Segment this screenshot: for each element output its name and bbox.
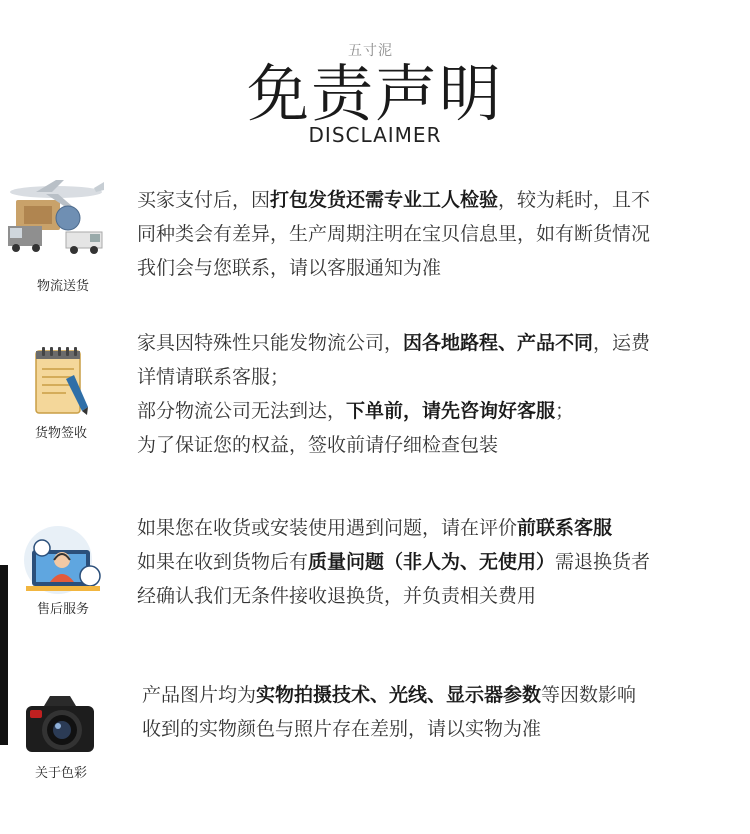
body-text: 同种类会有差异，生产周期注明在宝贝信息里，如有断货情况: [137, 223, 651, 245]
text-line: [137, 217, 650, 251]
page-title: 免责声明: [246, 57, 503, 130]
emphasis-text: 实物拍摄技术、光线、显示器参数: [256, 684, 542, 706]
text-line: [142, 712, 636, 746]
text-line: [137, 545, 650, 579]
text-line: [137, 511, 650, 545]
emphasis-text: 因各地路程、产品不同: [403, 332, 594, 354]
emphasis-text: 前联系客服: [517, 517, 613, 539]
shipping-label: 物流送货: [36, 279, 89, 294]
receiving-label: 货物签收: [34, 426, 87, 441]
body-text: 等因数影响: [541, 684, 637, 706]
text-line: [137, 251, 650, 285]
body-text: 需退换货者: [555, 551, 651, 573]
watermark-text: 五寸泥: [348, 43, 393, 59]
aftersales-text: [137, 511, 650, 613]
text-line: [137, 428, 650, 462]
aftersales-label: 售后服务: [36, 602, 89, 617]
emphasis-text: 质量问题（非人为、无使用）: [308, 551, 556, 573]
customer-service-icon: [18, 520, 104, 596]
text-line: [137, 360, 650, 394]
body-text: 详情请联系客服；: [137, 366, 290, 388]
text-line: [137, 326, 650, 360]
body-text: ，较为耗时，且不: [498, 189, 651, 211]
body-text: 买家支付后，因: [137, 189, 271, 211]
body-text: 经确认我们无条件接收退换货，并负责相关费用: [137, 585, 537, 607]
receiving-text: [137, 326, 650, 462]
body-text: 我们会与您联系，请以客服通知为准: [137, 257, 442, 279]
emphasis-text: 下单前，请先咨询好客服: [346, 400, 556, 422]
color-text: [142, 678, 636, 746]
body-text: 产品图片均为: [142, 684, 257, 706]
body-text: ，运费: [593, 332, 651, 354]
color-label: 关于色彩: [34, 766, 87, 781]
text-line: [137, 394, 650, 428]
body-text: 如果您在收货或安装使用遇到问题，请在评价: [137, 517, 518, 539]
airplane-truck-icon: [6, 180, 106, 258]
text-line: [142, 678, 636, 712]
camera-icon: [24, 692, 96, 756]
body-text: ；: [555, 400, 575, 422]
text-line: [137, 183, 650, 217]
notepad-pen-icon: [30, 345, 90, 417]
body-text: 收到的实物颜色与照片存在差别，请以实物为准: [142, 718, 542, 740]
page-subtitle: DISCLAIMER: [308, 123, 442, 147]
body-text: 家具因特殊性只能发物流公司，: [137, 332, 404, 354]
body-text: 部分物流公司无法到达，: [137, 400, 347, 422]
body-text: 为了保证您的权益，签收前请仔细检查包装: [137, 434, 499, 456]
text-line: [137, 579, 650, 613]
emphasis-text: 打包发货还需专业工人检验: [270, 189, 499, 211]
body-text: 如果在收到货物后有: [137, 551, 309, 573]
shipping-text: [137, 183, 650, 285]
left-edge-bar: [0, 565, 8, 745]
